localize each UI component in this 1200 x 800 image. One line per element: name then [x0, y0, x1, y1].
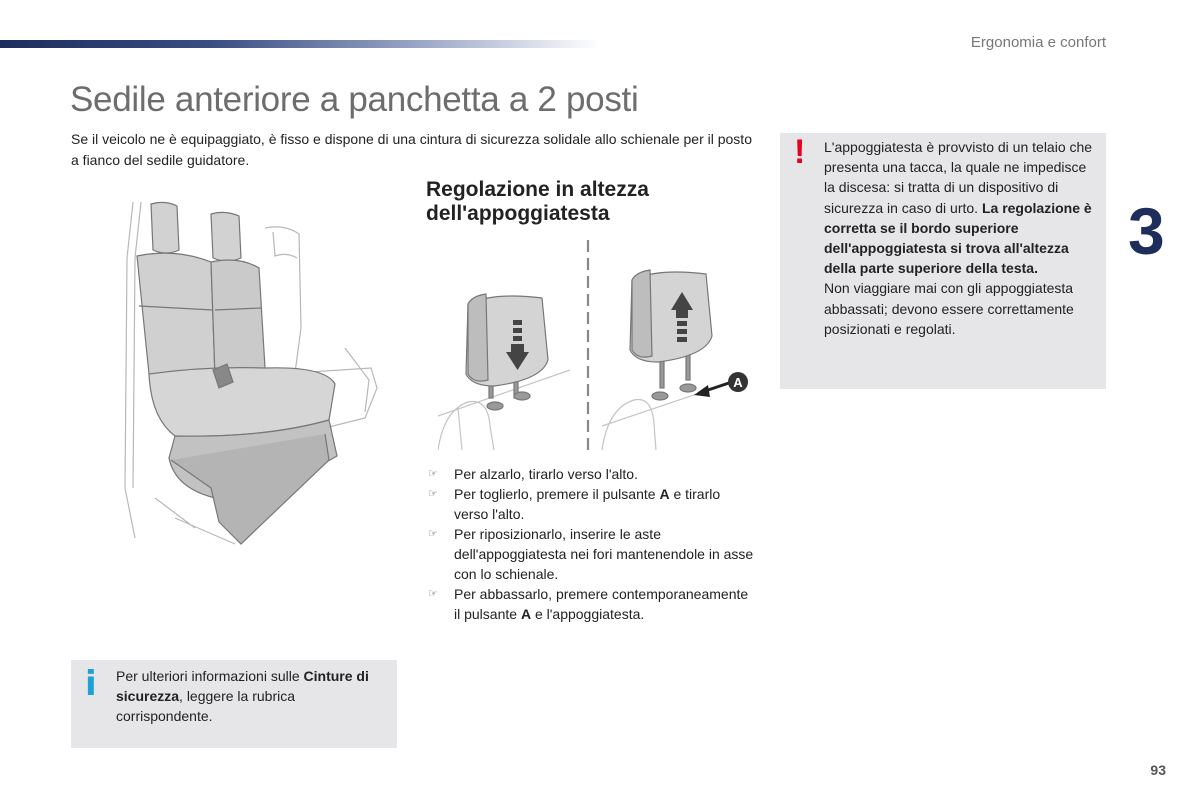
pointing-hand-icon: ☞ [428, 528, 438, 540]
header-gradient-bar [0, 40, 600, 48]
button-a-label: A [733, 375, 743, 390]
list-item: ☞ Per abbassarlo, premere contemporaneamente il pulsante A e l'appoggiatesta. [428, 586, 749, 622]
section-heading-line2: dell'appoggiatesta [426, 202, 610, 225]
bench-seat-illustration [115, 198, 385, 546]
warning-icon: ! [794, 133, 806, 171]
page-number: 93 [1150, 762, 1166, 778]
pointing-hand-icon: ☞ [428, 488, 438, 500]
section-heading [426, 178, 746, 226]
intro-paragraph: Se il veicolo ne è equipaggiato, è fisso e dispone di una cintura di sicurezza solidale allo schienale per il posto a fianco del sedile guidatore. [71, 131, 752, 168]
list-item: ☞ Per toglierlo, premere il pulsante A e tirarlo verso l'alto. [428, 486, 721, 522]
button-a-callout [694, 372, 748, 397]
pointing-hand-icon: ☞ [428, 588, 438, 600]
section-heading-line1: Regolazione in altezza [426, 178, 649, 201]
instruction-list [426, 464, 756, 624]
list-item: ☞ Per alzarlo, tirarlo verso l'alto. [428, 466, 638, 482]
list-item: ☞ Per riposizionarlo, inserire le aste dell'appoggiatesta nei fori mantenendole in asse con lo schienale. [428, 526, 754, 582]
page-title: Sedile anteriore a panchetta a 2 posti [70, 80, 639, 119]
section-label: Ergonomia e confort [970, 34, 1106, 51]
info-text: Per ulteriori informazioni sulle Cinture di sicurezza, leggere la rubrica corrispondente. [116, 668, 369, 725]
warning-text: L'appoggiatesta è provvisto di un telaio che presenta una tacca, la quale ne impedisce la discesa: si tratta di un dispositivo di sicurezza in caso di urto. La regolazione è corretta se il bordo superiore dell'appoggiatesta si trova all'altezza della parte superiore della testa. Non viaggiare mai con gli appoggiatesta abbassati; devono essere correttamente posizionati e regolati. [824, 139, 1093, 337]
headrest-adjustment-illustration [438, 240, 756, 450]
warning-box [780, 133, 1106, 389]
pointing-hand-icon: ☞ [428, 468, 438, 480]
info-icon: i [85, 664, 97, 704]
info-box [71, 660, 397, 748]
chapter-number: 3 [1128, 194, 1165, 268]
